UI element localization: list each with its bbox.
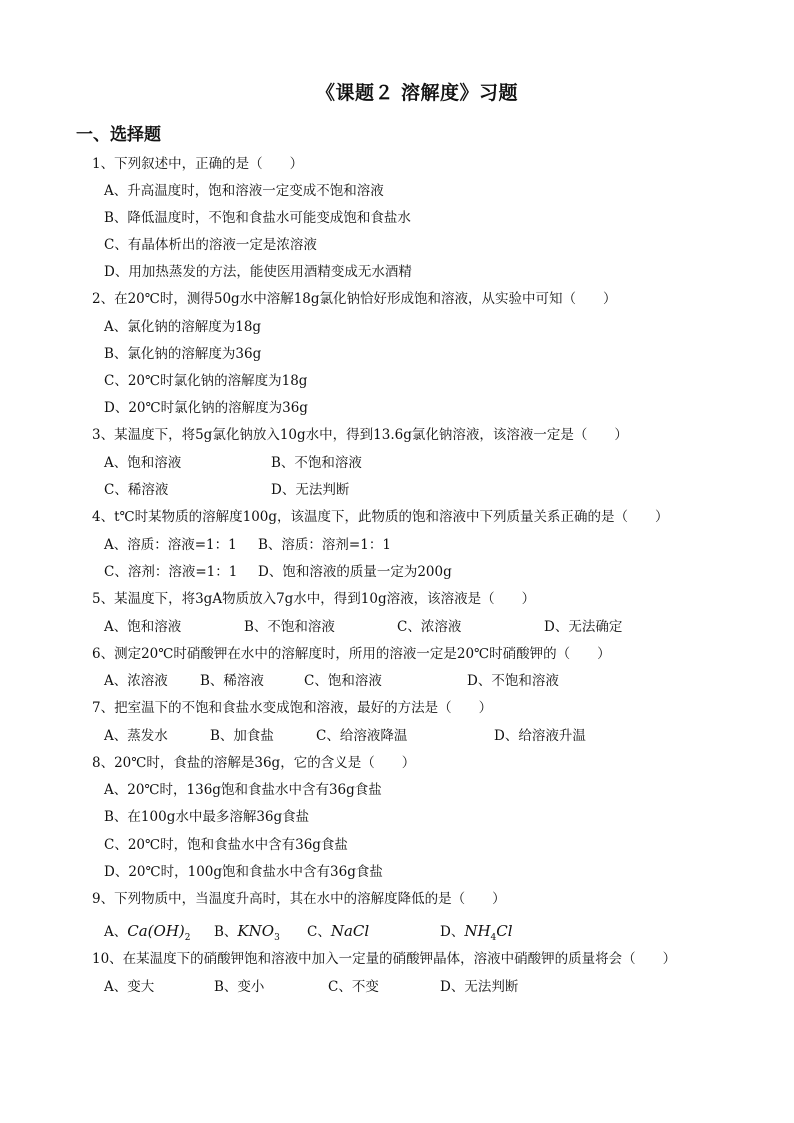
question-10-option-d: D、无法判断 xyxy=(440,979,519,995)
question-5-option-b: B、不饱和溶液 xyxy=(244,619,335,635)
question-3-option-d: D、无法判断 xyxy=(271,482,350,498)
question-1-option-c: C、有晶体析出的溶液一定是浓溶液 xyxy=(104,237,317,253)
question-9-option-b: B、$KNO_3$ xyxy=(214,922,280,943)
section-heading: 一、选择题 xyxy=(76,125,161,145)
question-2-option-c: C、20℃时氯化钠的溶解度为18g xyxy=(104,373,308,389)
question-6-option-b: B、稀溶液 xyxy=(200,673,264,689)
question-7-option-d: D、给溶液升温 xyxy=(494,728,586,744)
question-8-option-b: B、在100g水中最多溶解36g食盐 xyxy=(104,809,310,825)
question-8-option-c: C、20℃时，饱和食盐水中含有36g食盐 xyxy=(104,837,348,853)
question-6-option-d: D、不饱和溶液 xyxy=(467,673,559,689)
question-5-stem: 5、某温度下，将3gA物质放入7g水中，得到10g溶液，该溶液是（ ） xyxy=(92,591,536,607)
question-3-option-a: A、饱和溶液 xyxy=(104,455,182,471)
question-9-option-d: D、$NH_4Cl$ xyxy=(440,922,513,943)
document-title: 《课题２ 溶解度》习题 xyxy=(315,82,519,104)
question-10-option-b: B、变小 xyxy=(214,979,265,995)
formula-kno3: $KNO_3$ xyxy=(237,922,280,943)
question-1-option-d: D、用加热蒸发的方法，能使医用酒精变成无水酒精 xyxy=(104,264,412,280)
question-7-option-b: B、加食盐 xyxy=(210,728,274,744)
question-10-stem: 10、在某温度下的硝酸钾饱和溶液中加入一定量的硝酸钾晶体，溶液中硝酸钾的质量将会（ ） xyxy=(92,951,677,967)
formula-nacl: NaCl xyxy=(330,922,370,940)
question-1-option-b: B、降低温度时，不饱和食盐水可能变成饱和食盐水 xyxy=(104,210,411,226)
question-8-stem: 8、20℃时，食盐的溶解是36g，它的含义是（ ） xyxy=(92,755,416,771)
question-4-option-d: D、饱和溶液的质量一定为200g xyxy=(258,564,452,580)
formula-caoh2: $Ca(OH)_2$ xyxy=(127,922,191,943)
question-7-option-a: A、蒸发水 xyxy=(104,728,168,744)
question-7-option-c: C、给溶液降温 xyxy=(316,728,408,744)
question-1-stem: 1、下列叙述中，正确的是（ ） xyxy=(92,156,304,172)
question-9-option-c: C、NaCl xyxy=(307,922,370,940)
question-5-option-c: C、浓溶液 xyxy=(397,619,462,635)
question-2-option-a: A、氯化钠的溶解度为18g xyxy=(104,319,262,335)
question-4-option-b: B、溶质：溶剂=1：1 xyxy=(258,537,391,553)
question-5-option-d: D、无法确定 xyxy=(544,619,623,635)
question-4-option-c: C、溶剂：溶液=1：1 xyxy=(104,564,238,580)
question-1-option-a: A、升高温度时，饱和溶液一定变成不饱和溶液 xyxy=(104,183,384,199)
question-10-option-a: A、变大 xyxy=(104,979,155,995)
question-4-option-a: A、溶质：溶液=1：1 xyxy=(104,537,237,553)
question-5-option-a: A、饱和溶液 xyxy=(104,619,182,635)
question-6-stem: 6、测定20℃时硝酸钾在水中的溶解度时，所用的溶液一定是20℃时硝酸钾的（ ） xyxy=(92,646,611,662)
question-2-option-b: B、氯化钠的溶解度为36g xyxy=(104,346,262,362)
question-2-option-d: D、20℃时氯化钠的溶解度为36g xyxy=(104,400,308,416)
question-8-option-a: A、20℃时，136g饱和食盐水中含有36g食盐 xyxy=(104,782,382,798)
formula-nh4cl: $NH_4Cl$ xyxy=(464,922,513,943)
question-10-option-c: C、不变 xyxy=(328,979,379,995)
question-6-option-a: A、浓溶液 xyxy=(104,673,168,689)
question-6-option-c: C、饱和溶液 xyxy=(304,673,382,689)
question-9-stem: 9、下列物质中，当温度升高时，其在水中的溶解度降低的是（ ） xyxy=(92,891,506,907)
question-2-stem: 2、在20℃时，测得50g水中溶解18g氯化钠恰好形成饱和溶液，从实验中可知（ ） xyxy=(92,291,617,307)
question-7-stem: 7、把室温下的不饱和食盐水变成饱和溶液，最好的方法是（ ） xyxy=(92,700,493,716)
question-4-stem: 4、t℃时某物质的溶解度100g，该温度下，此物质的饱和溶液中下列质量关系正确的是（ ） xyxy=(92,509,669,525)
question-3-option-b: B、不饱和溶液 xyxy=(271,455,362,471)
question-9-option-a: A、$Ca(OH)_2$ xyxy=(104,922,191,943)
question-8-option-d: D、20℃时，100g饱和食盐水中含有36g食盐 xyxy=(104,864,383,880)
question-3-option-c: C、稀溶液 xyxy=(104,482,169,498)
question-3-stem: 3、某温度下，将5g氯化钠放入10g水中，得到13.6g氯化钠溶液，该溶液一定是（ ） xyxy=(92,427,628,443)
